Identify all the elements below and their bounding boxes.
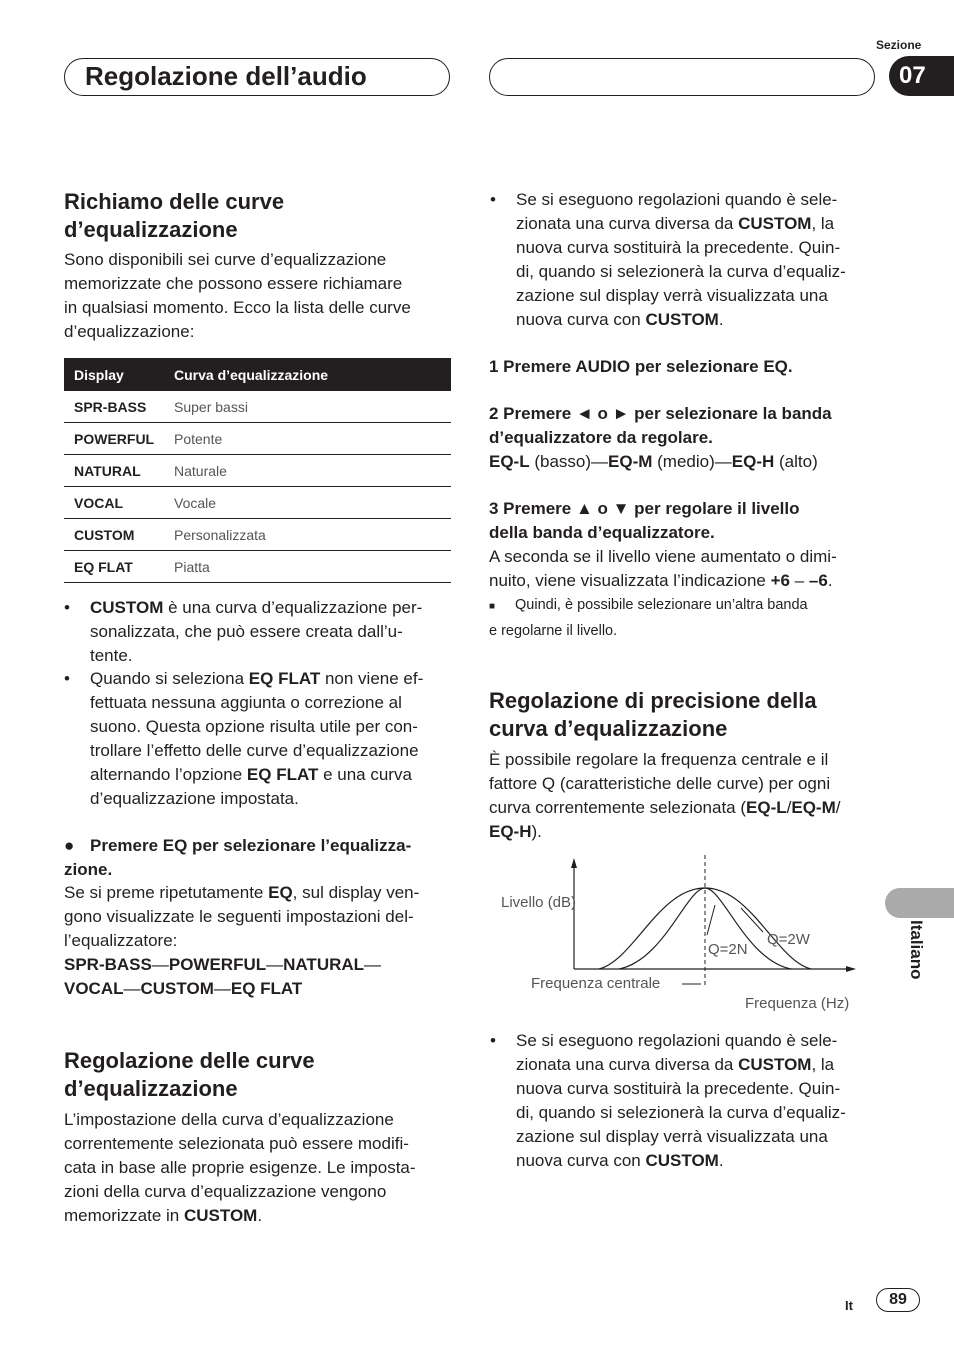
heading-recall-curves: Richiamo delle curve d’equalizzazione bbox=[64, 189, 285, 242]
q2n-label: Q=2N bbox=[708, 941, 748, 958]
heading-fine-adjust: Regolazione di precisione della curva d’equalizzazione bbox=[489, 688, 817, 741]
step-bullet-icon: ● bbox=[64, 836, 75, 855]
table-row: SPR-BASS Super bassi bbox=[64, 391, 451, 423]
table-header-row bbox=[64, 358, 451, 391]
bullet-custom: • CUSTOM è una curva d’equalizzazione per- sonalizzata, che può essere creata dall’u- tente. bbox=[64, 598, 423, 665]
section-number: 07 bbox=[889, 56, 954, 96]
header-empty-box bbox=[489, 58, 875, 96]
eq-press-paragraph: Se si preme ripetutamente EQ, sul display ven- gono visualizzate le seguenti impostazioni del- l’equalizzatore: SPR-BASS—POWERFUL—NATURAL— VOCAL—CUSTOM—EQ FLAT bbox=[64, 883, 420, 998]
section-label: Sezione bbox=[876, 38, 922, 52]
intro-paragraph: Sono disponibili sei curve d’equalizzazione memorizzate che possono essere richiamare in qualsiasi momento. Ecco la lista delle curve d’equalizzazione: bbox=[64, 250, 411, 341]
y-axis-label: Livello (dB) bbox=[501, 894, 577, 911]
table-row: VOCAL Vocale bbox=[64, 487, 451, 519]
fine-adjust-paragraph: È possibile regolare la frequenza centrale e il fattore Q (caratteristiche delle curve) per ogni curva correntemente selezionata (EQ-L/EQ-M/ EQ-H). bbox=[489, 750, 841, 841]
step-press-eq: ● Premere EQ per selezionare l’equalizza- zione. bbox=[64, 836, 412, 879]
y-axis-arrow-icon bbox=[571, 858, 577, 868]
eq-curve-diagram bbox=[489, 850, 869, 1020]
eq-curves-table bbox=[64, 358, 451, 583]
step-1: 1 Premere AUDIO per selezionare EQ. bbox=[489, 357, 793, 376]
language-code: It bbox=[845, 1298, 853, 1313]
x-axis-arrow-icon bbox=[846, 966, 856, 972]
center-frequency-label: Frequenza centrale bbox=[531, 975, 661, 992]
step-2: 2 Premere ◄ o ► per selezionare la banda d’equalizzatore da regolare. EQ-L (basso)—EQ-M (medio)—EQ-H (alto) bbox=[489, 404, 832, 471]
table-row: NATURAL Naturale bbox=[64, 455, 451, 487]
language-tab bbox=[885, 888, 954, 918]
x-axis-label: Frequenza (Hz) bbox=[745, 995, 850, 1012]
note-square-icon: ■ bbox=[489, 601, 496, 612]
table-row: CUSTOM Personalizzata bbox=[64, 519, 451, 551]
q2n-leader bbox=[707, 905, 715, 935]
bullet-custom-replace-1: • Se si eseguono regolazioni quando è sele- zionata una curva diversa da CUSTOM, la nuova curva sostituirà la precedente. Quin- di, quando si selezionerà la curva d’equaliz- zazione sul display verrà visualizzata una nuova curva con CUSTOM. bbox=[490, 190, 846, 329]
step-3: 3 Premere ▲ o ▼ per regolare il livello della banda d’equalizzatore. A seconda se il livello viene aumentato o dimi- nuito, viene visualizzata l’indicazione +6 – –6. ■ Quindi, è possibile selezionare un’altra banda e regolarne il livello. bbox=[489, 499, 837, 639]
col-display: Display bbox=[64, 358, 164, 391]
q2w-leader bbox=[741, 908, 763, 932]
q2w-label: Q=2W bbox=[767, 931, 810, 948]
table-row: POWERFUL Potente bbox=[64, 423, 451, 455]
chapter-title-box bbox=[64, 58, 450, 96]
language-label: Italiano bbox=[907, 920, 926, 980]
adjust-paragraph: L’impostazione della curva d’equalizzazione correntemente selezionata può essere modifi- cata in base alle proprie esigenze. Le imposta- zioni della curva d’equalizzazione vengono memorizzate in CUSTOM. bbox=[64, 1110, 416, 1225]
chapter-title: Regolazione dell’audio bbox=[85, 61, 367, 91]
col-curve: Curva d’equalizzazione bbox=[164, 358, 451, 391]
heading-adjust-curves: Regolazione delle curve d’equalizzazione bbox=[64, 1048, 315, 1101]
page-number: 89 bbox=[876, 1288, 920, 1312]
bullet-custom-replace-2: • Se si eseguono regolazioni quando è sele- zionata una curva diversa da CUSTOM, la nuova curva sostituirà la precedente. Quin- di, quando si selezionerà la curva d’equaliz- zazione sul display verrà visualizzata una nuova curva con CUSTOM. bbox=[490, 1031, 846, 1170]
bullet-eqflat: • Quando si seleziona EQ FLAT non viene ef- fettuata nessuna aggiunta o correzione al suono. Questa opzione risulta utile per con- trollare l’effetto delle curve d’equalizzazione alternando l’opzione EQ FLAT e una curva d’equalizzazione impostata. bbox=[64, 669, 424, 808]
table-row: EQ FLAT Piatta bbox=[64, 551, 451, 583]
